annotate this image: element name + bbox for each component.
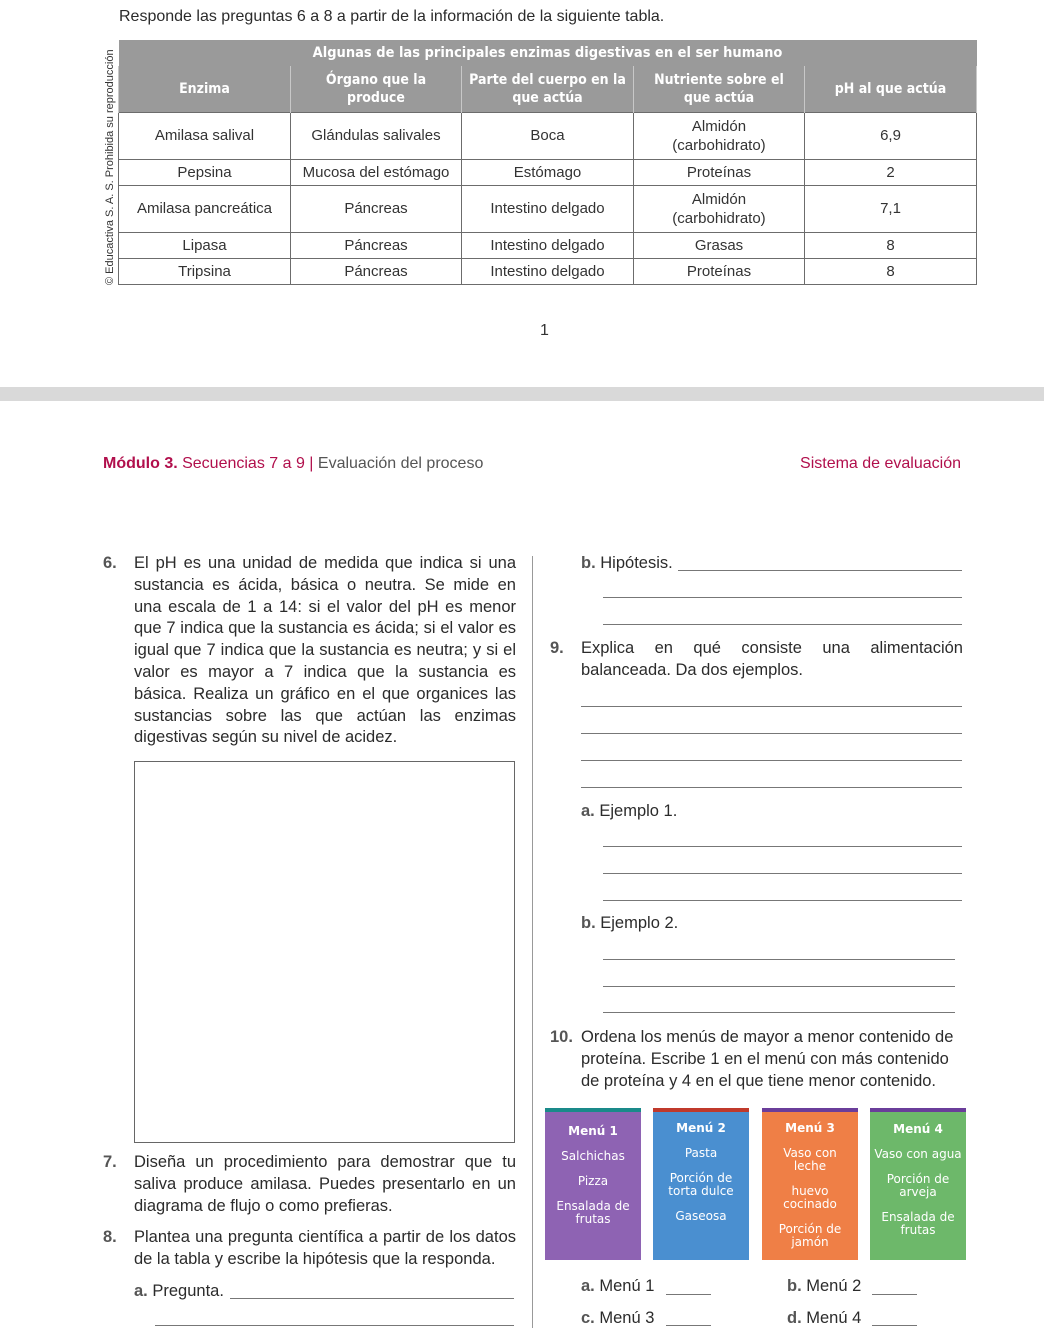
enzymes-table xyxy=(118,40,977,285)
table-cell: Almidón (carbohidrato) xyxy=(634,112,805,159)
answer-line[interactable] xyxy=(581,787,962,788)
table-cell: 6,9 xyxy=(805,112,977,159)
answer-line[interactable] xyxy=(155,1325,514,1326)
menu-3-answer-line[interactable] xyxy=(666,1325,711,1326)
menu-answer-2: b. Menú 2 xyxy=(787,1277,862,1295)
menu-item: Salchichas xyxy=(561,1149,625,1163)
q8-part-a: a. Pregunta. xyxy=(134,1282,224,1300)
question-text: Explica en qué consiste una alimentación balanceada. Da dos ejemplos. xyxy=(581,639,963,679)
menu-answer-1: a. Menú 1 xyxy=(581,1277,655,1295)
answer-line[interactable] xyxy=(603,846,962,847)
question-number: 7. xyxy=(103,1153,117,1171)
question-8 xyxy=(103,1227,516,1271)
answer-line[interactable] xyxy=(603,873,962,874)
question-number: 10. xyxy=(550,1028,573,1046)
table-cell: Intestino delgado xyxy=(462,258,634,284)
table-cell: Proteínas xyxy=(634,159,805,185)
answer-line[interactable] xyxy=(603,959,955,960)
answer-line[interactable] xyxy=(678,570,962,571)
system-label: Sistema de evaluación xyxy=(800,455,961,472)
answer-line[interactable] xyxy=(603,900,962,901)
table-row xyxy=(119,185,977,232)
table-cell: 2 xyxy=(805,159,977,185)
menu-4-answer-line[interactable] xyxy=(872,1325,917,1326)
table-cell: 8 xyxy=(805,232,977,258)
menu-item: Gaseosa xyxy=(675,1209,727,1223)
column-divider xyxy=(532,556,533,1328)
question-text: Ordena los menús de mayor a menor contenido de proteína. Escribe 1 en el menú con más contenido de proteína y 4 en el que tiene menor contenido. xyxy=(581,1028,954,1090)
sequence-label: Secuencias 7 a 9 | xyxy=(177,455,318,472)
question-6 xyxy=(103,553,516,749)
eval-label: Evaluación del proceso xyxy=(317,455,484,472)
page-number: 1 xyxy=(540,322,549,339)
menu-card-3 xyxy=(762,1108,858,1260)
copyright-note: © Educactiva S. A. S. Prohibida su reproducción xyxy=(104,49,116,285)
menu-item: Pizza xyxy=(577,1174,609,1188)
menu-card-4 xyxy=(870,1108,966,1260)
table-cell: Grasas xyxy=(634,232,805,258)
table-cell: 8 xyxy=(805,258,977,284)
table-caption: Algunas de las principales enzimas digestivas en el ser humano xyxy=(119,40,977,66)
question-10 xyxy=(550,1027,963,1092)
answer-line[interactable] xyxy=(603,1012,955,1013)
question-number: 8. xyxy=(103,1228,117,1246)
intro-instruction: Responde las preguntas 6 a 8 a partir de la información de la siguiente tabla. xyxy=(119,8,665,25)
question-text: Diseña un procedimiento para demostrar que tu saliva produce amilasa. Puedes presentarlo en un diagrama de flujo o como prefieras. xyxy=(134,1153,516,1215)
question-number: 6. xyxy=(103,554,117,572)
table-cell: Amilasa salival xyxy=(119,112,291,159)
table-row xyxy=(119,258,977,284)
question-7 xyxy=(103,1152,516,1217)
menu-item: Vaso con agua xyxy=(874,1147,962,1161)
menu-answer-3: c. Menú 3 xyxy=(581,1309,655,1327)
table-cell: Tripsina xyxy=(119,258,291,284)
answer-line[interactable] xyxy=(581,733,962,734)
table-cell: Lipasa xyxy=(119,232,291,258)
page-separator xyxy=(0,387,1044,401)
menu-item: Ensalada de frutas xyxy=(556,1199,630,1226)
answer-line[interactable] xyxy=(581,706,962,707)
menu-item: Pasta xyxy=(684,1146,718,1160)
table-header: Nutriente sobre el que actúa xyxy=(634,66,805,112)
table-cell: Glándulas salivales xyxy=(291,112,462,159)
table-cell: Páncreas xyxy=(291,232,462,258)
menu-2-answer-line[interactable] xyxy=(872,1294,917,1295)
menu-title: Menú 3 xyxy=(785,1121,835,1135)
menu-item: Porción de arveja xyxy=(886,1172,950,1199)
answer-line[interactable] xyxy=(581,760,962,761)
menu-item: Vaso con leche xyxy=(783,1146,837,1173)
table-cell: Intestino delgado xyxy=(462,185,634,232)
question-text: Plantea una pregunta científica a partir de los datos de la tabla y escribe la hipótesis que la responda. xyxy=(134,1228,516,1268)
table-cell: Mucosa del estómago xyxy=(291,159,462,185)
module-header xyxy=(103,455,483,473)
table-cell: Estómago xyxy=(462,159,634,185)
menu-title: Menú 1 xyxy=(568,1124,618,1138)
question-9 xyxy=(550,638,963,682)
answer-line[interactable] xyxy=(230,1298,514,1299)
table-cell: Proteínas xyxy=(634,258,805,284)
menu-title: Menú 4 xyxy=(893,1122,943,1136)
module-label: Módulo 3. xyxy=(103,455,178,472)
answer-line[interactable] xyxy=(603,624,962,625)
menu-answer-4: d. Menú 4 xyxy=(787,1309,862,1327)
table-header: Parte del cuerpo en la que actúa xyxy=(462,66,634,112)
q9-part-b: b. Ejemplo 2. xyxy=(581,914,679,932)
menu-card-2 xyxy=(653,1108,749,1260)
answer-line[interactable] xyxy=(603,597,962,598)
table-header: pH al que actúa xyxy=(805,66,977,112)
table-cell: 7,1 xyxy=(805,185,977,232)
menu-item: Porción de jamón xyxy=(778,1222,842,1249)
table-header: Órgano que la produce xyxy=(291,66,462,112)
question-number: 9. xyxy=(550,639,564,657)
table-row xyxy=(119,112,977,159)
table-cell: Amilasa pancreática xyxy=(119,185,291,232)
q8-part-b: b. Hipótesis. xyxy=(581,554,673,572)
table-header: Enzima xyxy=(119,66,291,112)
question-text: El pH es una unidad de medida que indica si una sustancia es ácida, básica o neutra. Se mide en una escala de 1 a 14: si el valor del pH es menor que 7 indica que la sustancia es ácida; si el valor es igual que 7 indica que la sustancia es neutra; y si el valor es mayor a 7 indica que la sustancia es básica. Realiza un gráfico en el que organices las sustancias sobre las que actúan las enzimas digestivas según su nivel de acidez. xyxy=(134,554,516,747)
menu-card-1 xyxy=(545,1108,641,1260)
menu-1-answer-line[interactable] xyxy=(666,1294,711,1295)
table-cell: Pepsina xyxy=(119,159,291,185)
table-cell: Páncreas xyxy=(291,185,462,232)
table-cell: Intestino delgado xyxy=(462,232,634,258)
table-row xyxy=(119,232,977,258)
menu-item: Porción de torta dulce xyxy=(668,1171,734,1198)
table-row xyxy=(119,159,977,185)
q9-part-a: a. Ejemplo 1. xyxy=(581,802,678,820)
menu-item: Ensalada de frutas xyxy=(881,1210,955,1237)
menu-title: Menú 2 xyxy=(676,1121,726,1135)
menu-item: huevo cocinado xyxy=(783,1184,837,1211)
graph-answer-box[interactable] xyxy=(134,761,515,1143)
answer-line[interactable] xyxy=(603,986,955,987)
table-cell: Páncreas xyxy=(291,258,462,284)
table-cell: Almidón (carbohidrato) xyxy=(634,185,805,232)
table-cell: Boca xyxy=(462,112,634,159)
